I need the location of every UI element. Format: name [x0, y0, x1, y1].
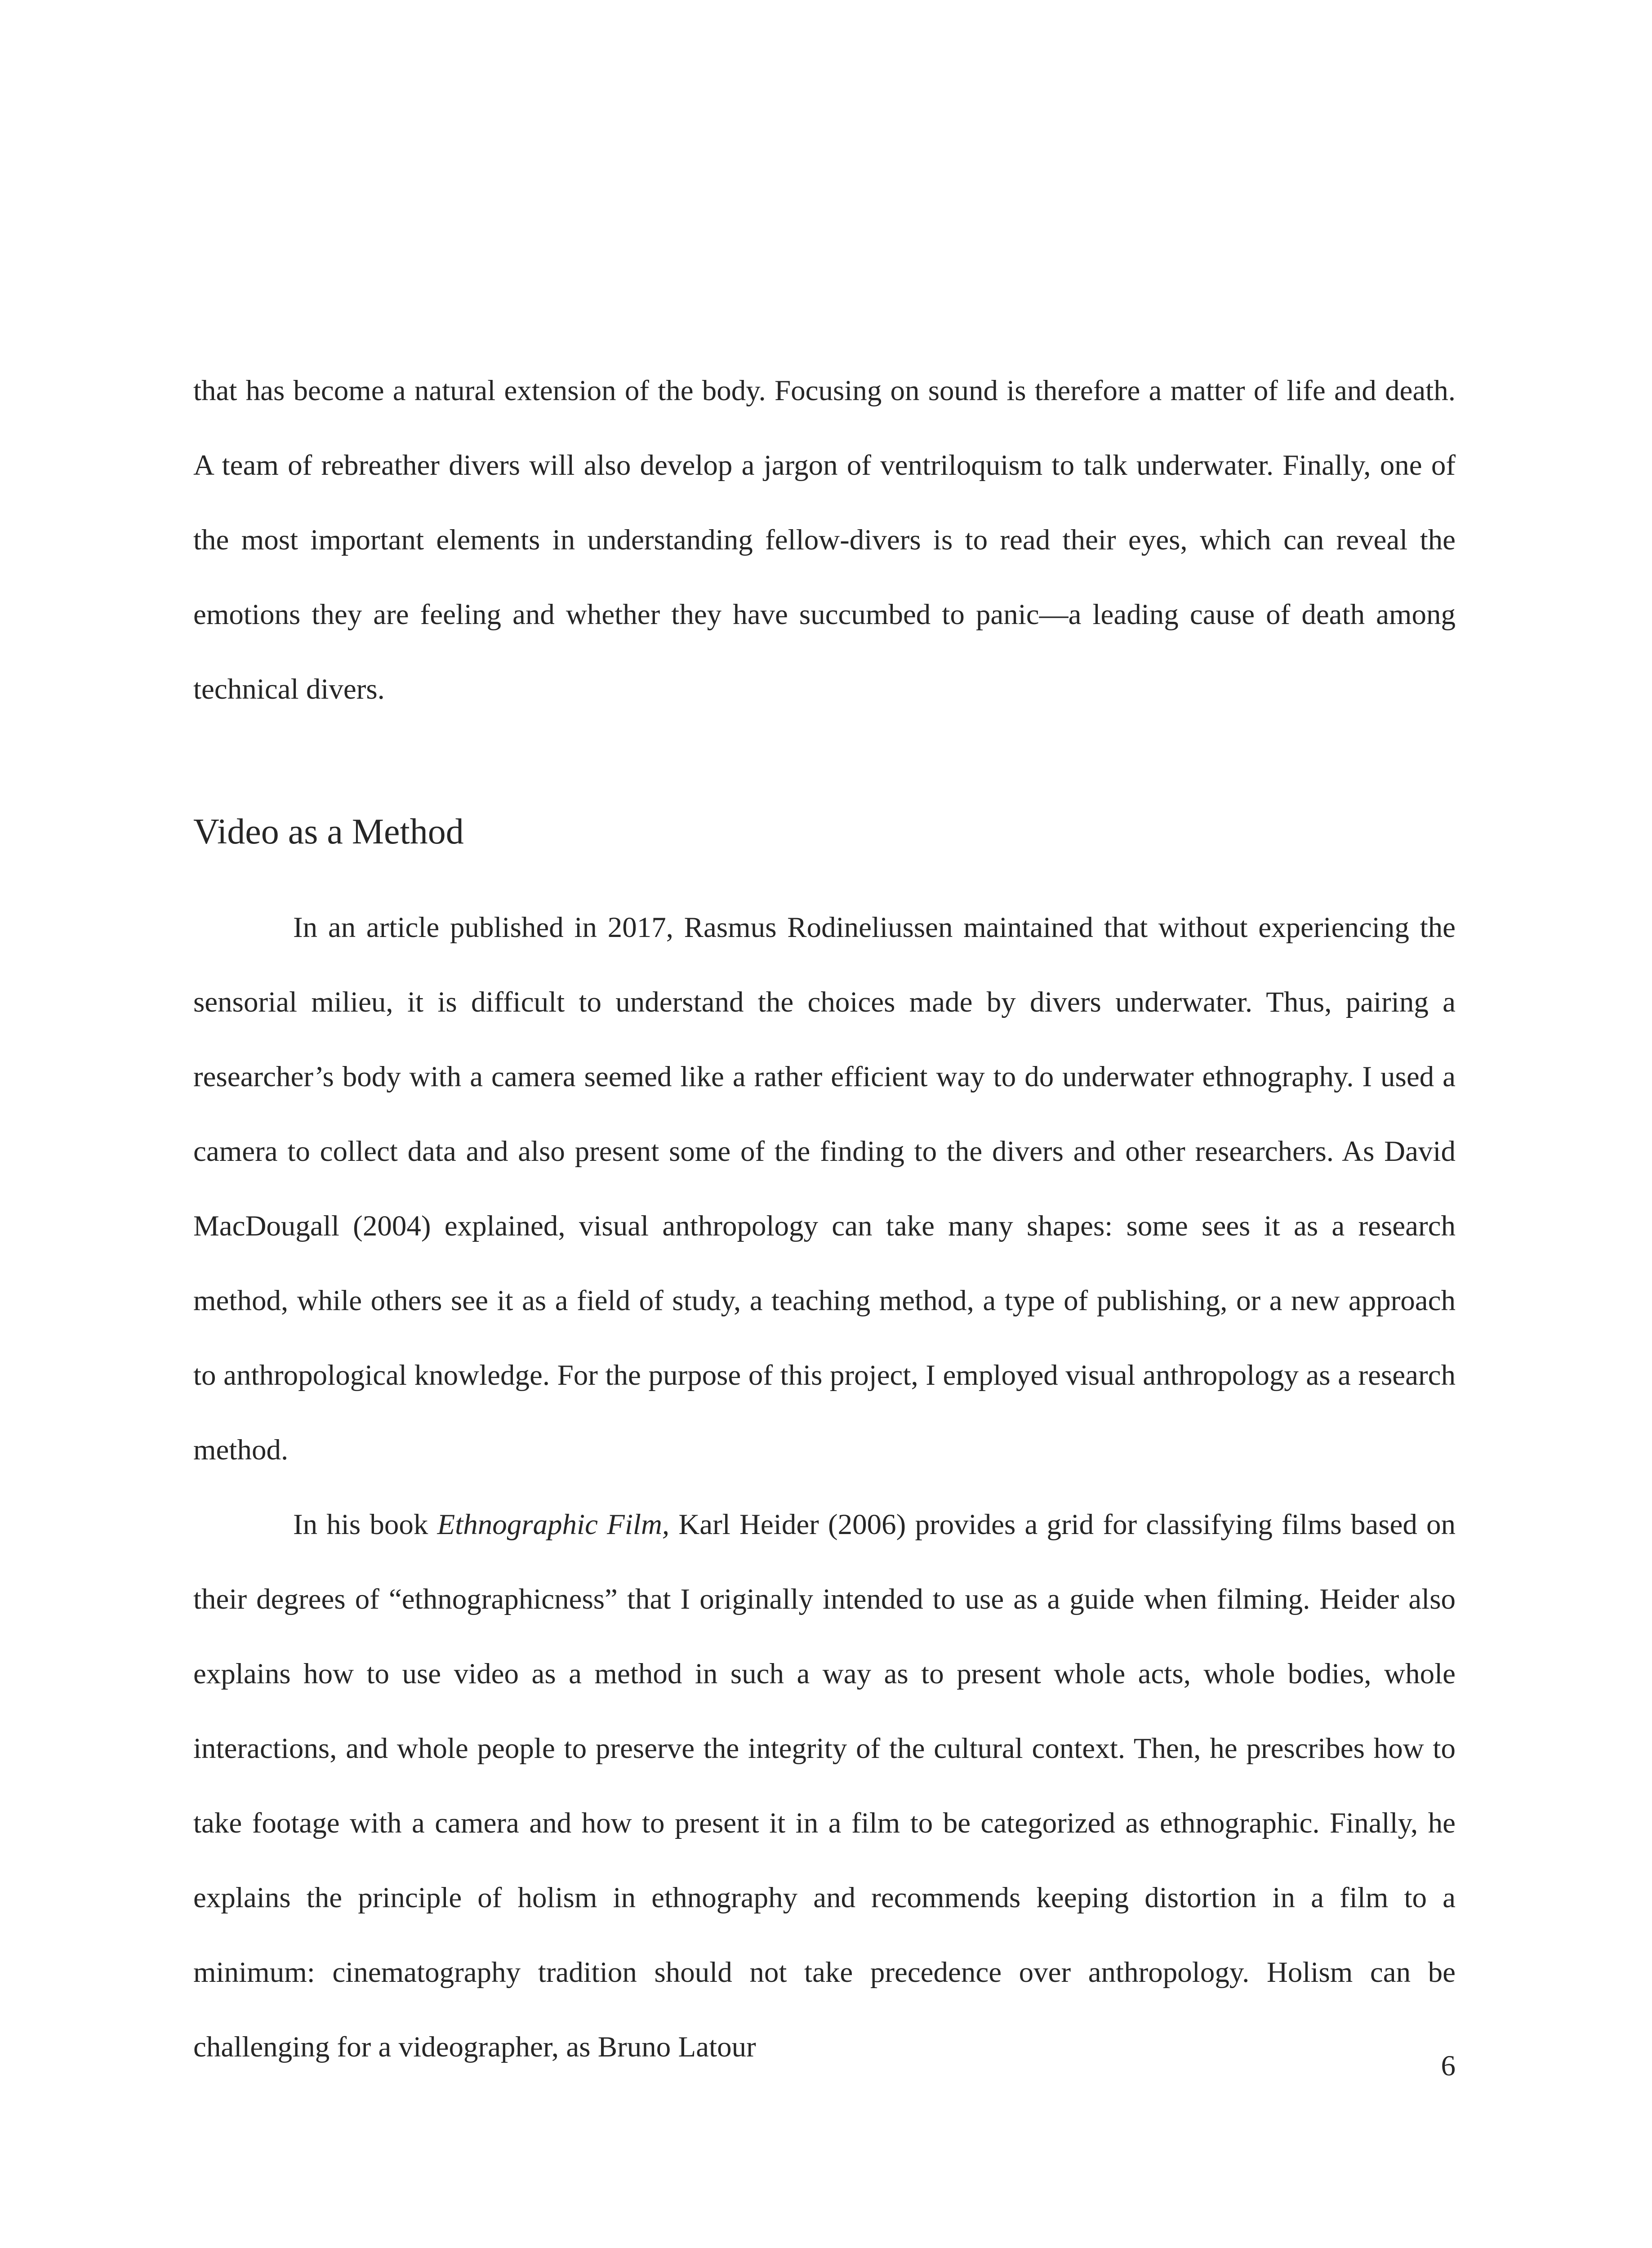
body-paragraph-continued: that has become a natural extension of the body. Focusing on sound is therefore a matter of life and death. A team of rebreather divers will also develop a jargon of ventriloquism to talk underwater. Finally, one of the most important elements in understanding fellow-divers is to read their eyes, which can reveal the emotions they are feeling and whether they have succumbed to panic—a leading cause of death among technical divers. — [193, 375, 1456, 705]
paragraph-3-lead: In his book — [293, 1508, 437, 1541]
book-title: Ethnographic Film, — [437, 1508, 670, 1541]
page-number: 6 — [1441, 2050, 1456, 2082]
body-paragraph-2: In an article published in 2017, Rasmus Rodineliussen maintained that without experiencing the sensorial milieu, it is difficult to understand the choices made by divers underwater. Thus, pairing a researcher’s body with a camera seemed like a rather efficient way to do underwater ethnography. I used a camera to collect data and also present some of the finding to the divers and other researchers. As David MacDougall (2004) explained, visual anthropology can take many shapes: some sees it as a research method, while others see it as a field of study, a teaching method, a type of publishing, or a new approach to anthropological knowledge. For the purpose of this project, I employed visual anthropology as a research method. — [193, 911, 1456, 1466]
section-heading: Video as a Method — [193, 812, 464, 852]
section-body — [193, 890, 1456, 2084]
body-paragraph-3 — [193, 1487, 1456, 2084]
paragraph-3-rest: Karl Heider (2006) provides a grid for classifying films based on their degrees of “ethnographicness” that I originally intended to use as a guide when filming. Heider also explains how to use video as a method in such a way as to present whole acts, whole bodies, whole interactions, and whole people to preserve the integrity of the cultural context. Then, he prescribes how to take footage with a camera and how to present it in a film to be categorized as ethnographic. Finally, he explains the principle of holism in ethnography and recommends keeping distortion in a film to a minimum: cinematography tradition should not take precedence over anthropology. Holism can be challenging for a videographer, as Bruno Latour — [193, 1508, 1456, 2063]
